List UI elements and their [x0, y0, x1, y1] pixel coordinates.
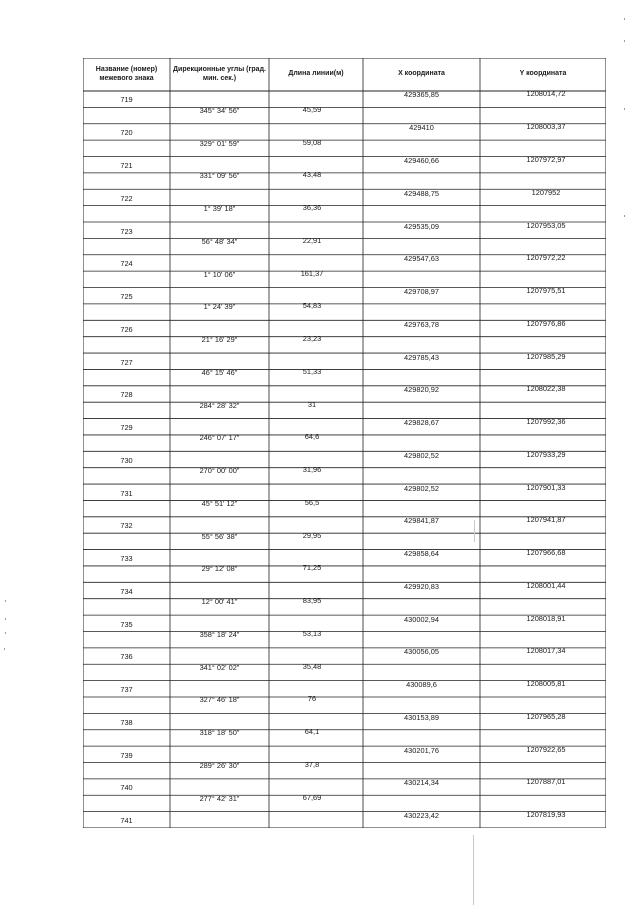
x-coordinate-cell: 430223,42 — [404, 811, 439, 821]
point-name-cell: 730 — [120, 455, 133, 465]
direction-angle-cell: 29° 12' 08" — [201, 564, 238, 574]
y-coordinate-cell: 1207952 — [531, 187, 561, 197]
y-coordinate-cell: 1207975,51 — [526, 286, 566, 296]
y-coordinate-cell: 1207941,87 — [526, 515, 566, 525]
point-name-cell: 729 — [120, 423, 133, 433]
x-coordinate-cell: 430214,34 — [404, 778, 439, 788]
direction-angle-cell: 12° 00' 41" — [201, 597, 238, 607]
line-length-cell: 36,36 — [302, 203, 322, 213]
line-length-cell: 64,1 — [304, 727, 320, 737]
y-coordinate-cell: 1207972,97 — [526, 154, 566, 164]
direction-angle-cell: 246° 07' 17" — [199, 433, 240, 443]
line-length-cell: 45,59 — [302, 104, 322, 114]
line-length-cell: 51,33 — [302, 366, 322, 376]
line-length-cell: 64,6 — [304, 432, 320, 442]
direction-angle-cell: 270° 00' 00" — [199, 466, 240, 476]
direction-angle-cell: 1° 24' 39" — [203, 302, 236, 312]
y-coordinate-cell: 1207819,93 — [526, 810, 566, 820]
point-name-cell: 731 — [120, 488, 133, 498]
header-point-name: Название (номер) межевого знака — [95, 66, 158, 82]
y-coordinate-cell: 1207901,33 — [526, 482, 566, 492]
direction-angle-cell: 55° 56' 38" — [201, 531, 238, 541]
direction-angle-cell: 345° 34' 56" — [199, 105, 240, 115]
line-length-cell: 22,91 — [302, 235, 322, 245]
point-name-cell: 738 — [120, 717, 133, 727]
x-coordinate-cell: 429802,52 — [404, 450, 439, 460]
x-coordinate-cell: 429785,43 — [404, 352, 439, 362]
scan-speck — [624, 108, 625, 110]
y-coordinate-cell: 1208018,91 — [526, 613, 566, 623]
point-name-cell: 720 — [120, 128, 133, 138]
y-coordinate-cell: 1208022,38 — [526, 384, 566, 394]
x-coordinate-cell: 429410 — [409, 123, 434, 133]
point-name-cell: 727 — [120, 357, 133, 367]
x-coordinate-cell: 429802,52 — [404, 483, 439, 493]
x-coordinate-cell: 429365,85 — [404, 90, 439, 100]
y-coordinate-cell: 1208003,37 — [526, 122, 566, 132]
y-coordinate-cell: 1207887,01 — [526, 777, 566, 787]
point-name-cell: 724 — [120, 259, 133, 269]
x-coordinate-cell: 430201,76 — [404, 745, 439, 755]
scan-speck — [5, 600, 6, 602]
direction-angle-cell: 56° 48' 34" — [201, 236, 238, 246]
point-name-cell: 721 — [120, 160, 133, 170]
line-length-cell: 76 — [307, 694, 317, 704]
x-coordinate-cell: 430153,89 — [404, 712, 439, 722]
x-coordinate-cell: 429535,09 — [404, 221, 439, 231]
direction-angle-cell: 45° 51' 12" — [201, 498, 238, 508]
x-coordinate-cell: 430002,94 — [404, 614, 439, 624]
x-coordinate-cell: 430056,05 — [404, 647, 439, 657]
x-coordinate-cell: 429547,63 — [404, 254, 439, 264]
x-coordinate-cell: 429708,97 — [404, 287, 439, 297]
direction-angle-cell: 318° 18' 50" — [199, 728, 240, 738]
scan-speck — [624, 215, 625, 217]
x-coordinate-cell: 429488,75 — [404, 188, 439, 198]
x-coordinate-cell: 429858,64 — [404, 549, 439, 559]
x-coordinate-cell: 429841,87 — [404, 516, 439, 526]
direction-angle-cell: 277° 42' 31" — [199, 793, 240, 803]
line-length-cell: 161,37 — [300, 268, 324, 278]
header-y-coordinate: Y координата — [519, 70, 567, 78]
x-coordinate-cell: 430089,6 — [406, 680, 437, 690]
direction-angle-cell: 327° 46' 18" — [199, 695, 240, 705]
line-length-cell: 31 — [307, 399, 317, 409]
point-name-cell: 741 — [120, 816, 133, 826]
line-length-cell: 71,25 — [302, 563, 322, 573]
point-name-cell: 725 — [120, 292, 133, 302]
x-coordinate-cell: 429460,66 — [404, 155, 439, 165]
point-name-cell: 740 — [120, 783, 133, 793]
y-coordinate-cell: 1208001,44 — [526, 580, 566, 590]
y-coordinate-cell: 1207953,05 — [526, 220, 566, 230]
line-length-cell: 43,48 — [302, 170, 322, 180]
header-direction-angle: Дирекционные углы (град. мин. сек.) — [173, 66, 266, 82]
direction-angle-cell: 289° 26' 30" — [199, 760, 240, 770]
point-name-cell: 734 — [120, 586, 133, 596]
y-coordinate-cell: 1207972,22 — [526, 253, 566, 263]
scan-speck — [5, 618, 6, 620]
direction-angle-cell: 46° 15' 46" — [201, 367, 238, 377]
header-x-coordinate: X координата — [398, 70, 445, 78]
point-name-cell: 732 — [120, 521, 133, 531]
line-length-cell: 83,95 — [302, 596, 322, 606]
x-coordinate-cell: 429763,78 — [404, 319, 439, 329]
direction-angle-cell: 329° 01' 59" — [199, 138, 240, 148]
scan-speck — [5, 632, 6, 634]
x-coordinate-cell: 429828,67 — [404, 418, 439, 428]
y-coordinate-cell: 1207985,29 — [526, 351, 566, 361]
direction-angle-cell: 331° 09' 56" — [199, 171, 240, 181]
direction-angle-cell: 1° 39' 18" — [203, 204, 236, 214]
line-length-cell: 35,48 — [302, 661, 322, 671]
direction-angle-cell: 284° 28' 32" — [199, 400, 240, 410]
line-length-cell: 23,23 — [302, 334, 322, 344]
y-coordinate-cell: 1207992,36 — [526, 417, 566, 427]
line-length-cell: 29,95 — [302, 530, 322, 540]
scan-artifact-line — [473, 835, 474, 905]
point-name-cell: 723 — [120, 226, 133, 236]
direction-angle-cell: 21° 16' 29" — [201, 335, 238, 345]
line-length-cell: 56,5 — [304, 497, 320, 507]
line-length-cell: 67,69 — [302, 792, 322, 802]
point-name-cell: 722 — [120, 193, 133, 203]
point-name-cell: 726 — [120, 324, 133, 334]
scan-artifact-line — [474, 520, 475, 542]
point-name-cell: 728 — [120, 390, 133, 400]
x-coordinate-cell: 429920,83 — [404, 581, 439, 591]
y-coordinate-cell: 1207966,68 — [526, 548, 566, 558]
point-name-cell: 719 — [120, 95, 133, 105]
line-length-cell: 54,83 — [302, 301, 322, 311]
point-name-cell: 736 — [120, 652, 133, 662]
y-coordinate-cell: 1208014,72 — [526, 89, 566, 99]
scan-speck — [624, 40, 625, 42]
point-name-cell: 733 — [120, 554, 133, 564]
line-length-cell: 59,08 — [302, 137, 322, 147]
scan-speck — [624, 18, 625, 20]
y-coordinate-cell: 1208005,81 — [526, 679, 566, 689]
point-name-cell: 735 — [120, 619, 133, 629]
line-length-cell: 53,13 — [302, 628, 322, 638]
point-name-cell: 739 — [120, 750, 133, 760]
line-length-cell: 37,8 — [304, 759, 320, 769]
y-coordinate-cell: 1207922,65 — [526, 744, 566, 754]
direction-angle-cell: 341° 02' 02" — [199, 662, 240, 672]
direction-angle-cell: 1° 10' 06" — [203, 269, 236, 279]
x-coordinate-cell: 429820,92 — [404, 385, 439, 395]
direction-angle-cell: 358° 18' 24" — [199, 629, 240, 639]
y-coordinate-cell: 1207976,86 — [526, 318, 566, 328]
scan-speck — [4, 648, 5, 650]
header-line-length: Длина линии(м) — [288, 70, 344, 78]
y-coordinate-cell: 1207933,29 — [526, 449, 566, 459]
line-length-cell: 31,96 — [302, 465, 322, 475]
coordinates-table — [83, 58, 606, 828]
y-coordinate-cell: 1207965,28 — [526, 711, 566, 721]
y-coordinate-cell: 1208017,34 — [526, 646, 566, 656]
point-name-cell: 737 — [120, 685, 133, 695]
